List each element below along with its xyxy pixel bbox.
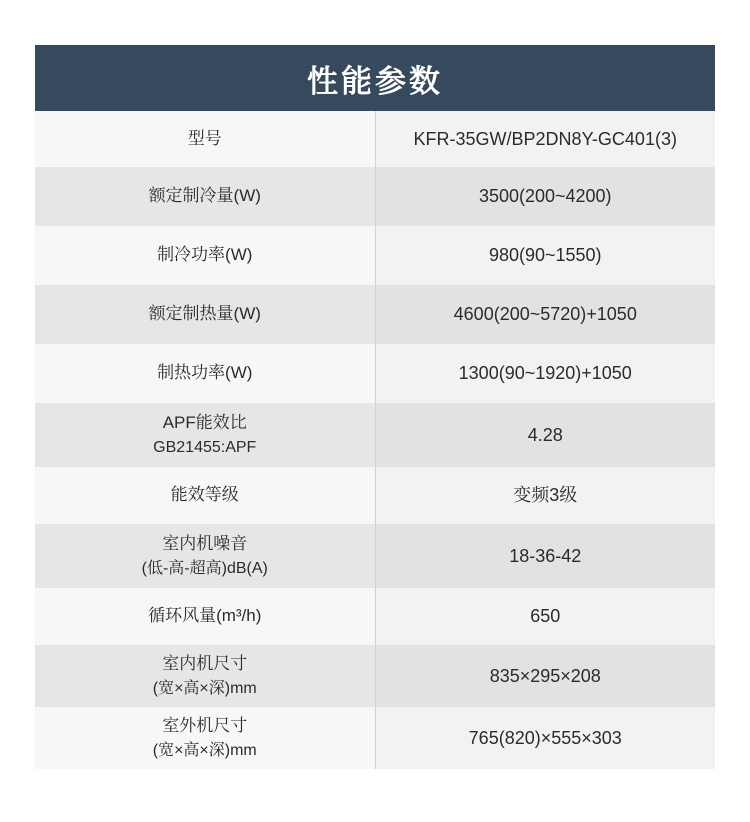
row-label-text: 制冷功率(W) [157,245,253,265]
row-label-text: 室外机尺寸 [162,716,248,736]
row-label-subtext: (宽×高×深)mm [152,741,257,759]
table-row [35,226,715,285]
table-row [35,707,715,769]
row-value: 1300(90~1920)+1050 [375,344,715,403]
row-value: 4600(200~5720)+1050 [375,285,715,344]
row-label-text: 制热功率(W) [157,363,253,383]
row-label-text: 型号 [187,128,222,148]
row-label [35,226,375,285]
row-label-text: 额定制热量(W) [148,304,261,324]
row-label-text: 额定制冷量(W) [148,186,261,206]
page-title: 性能参数 [35,45,715,111]
row-label-subtext: (宽×高×深)mm [152,679,257,697]
row-label [35,707,375,769]
row-label [35,524,375,588]
row-label [35,467,375,524]
row-value: KFR-35GW/BP2DN8Y-GC401(3) [375,111,715,167]
row-label [35,285,375,344]
row-value: 835×295×208 [375,645,715,707]
row-label-text: 室内机尺寸 [162,654,248,674]
row-label-text: 室内机噪音 [162,534,248,554]
row-value: 765(820)×555×303 [375,707,715,769]
row-label [35,588,375,645]
row-label [35,167,375,226]
table-row [35,645,715,707]
table-row [35,588,715,645]
table-row [35,111,715,167]
row-value: 650 [375,588,715,645]
row-value: 18-36-42 [375,524,715,588]
row-value: 3500(200~4200) [375,167,715,226]
row-label [35,344,375,403]
table-row [35,167,715,226]
row-value: 变频3级 [375,467,715,524]
row-label-subtext: (低-高-超高)dB(A) [141,559,268,577]
row-label [35,403,375,467]
table-row [35,285,715,344]
table-row [35,344,715,403]
performance-spec-table [35,45,715,769]
row-label-subtext: GB21455:APF [153,438,257,456]
row-value: 4.28 [375,403,715,467]
row-label [35,111,375,167]
table-row [35,467,715,524]
row-label-text: APF能效比 [162,413,247,433]
table-row [35,524,715,588]
table-title-row [35,45,715,111]
row-value: 980(90~1550) [375,226,715,285]
row-label-text: 循环风量(m³/h) [148,606,262,626]
row-label-text: 能效等级 [170,485,239,505]
table-row [35,403,715,467]
row-label [35,645,375,707]
